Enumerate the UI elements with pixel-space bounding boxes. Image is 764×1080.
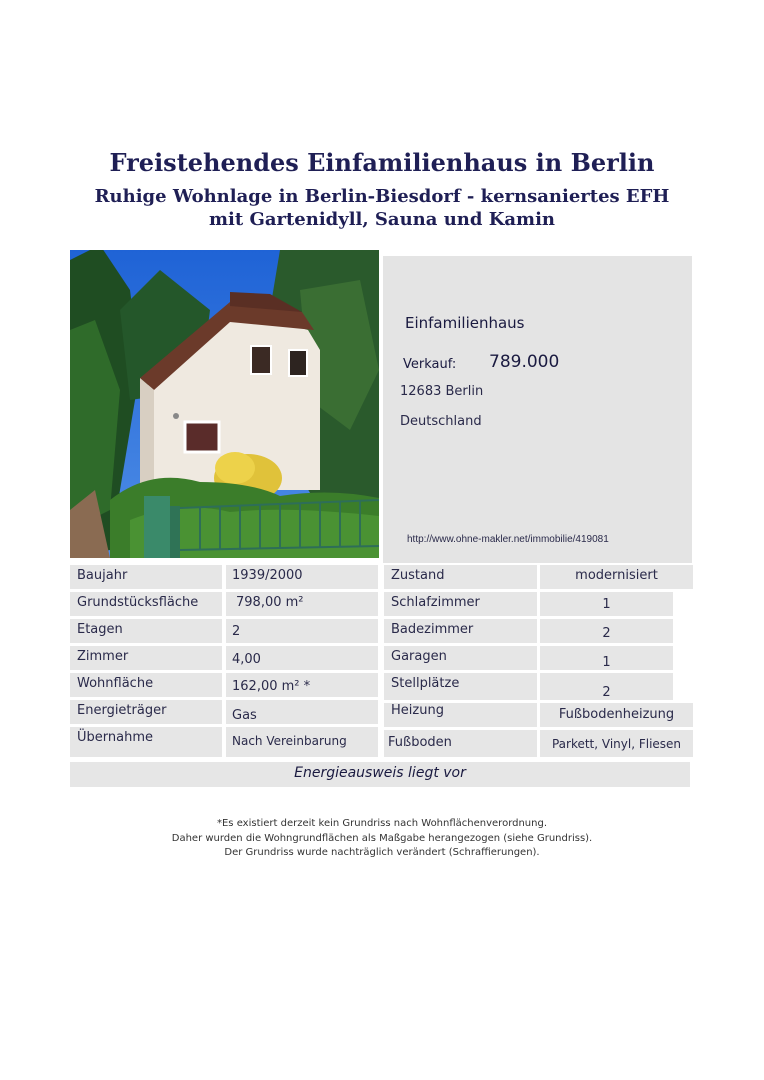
detail-label: Badezimmer: [384, 619, 537, 643]
property-type: Einfamilienhaus: [405, 314, 525, 332]
detail-value: 798,00 m²: [226, 592, 378, 616]
detail-value: 1939/2000: [226, 565, 378, 589]
price: 789.000: [489, 352, 560, 372]
page-subtitle: Ruhige Wohnlage in Berlin-Biesdorf - kernsaniertes EFH mit Gartenidyll, Sauna und Kamin: [94, 186, 670, 230]
house-photo: [70, 250, 379, 558]
detail-label: Heizung: [384, 703, 537, 727]
footnote-line: Daher wurden die Wohngrundflächen als Maßgabe herangezogen (siehe Grundriss).: [171, 833, 593, 844]
country: Deutschland: [400, 414, 482, 429]
detail-label: Übernahme: [70, 727, 222, 757]
detail-label: Energieträger: [70, 700, 222, 724]
house-illustration: [70, 250, 379, 558]
detail-label: Schlafzimmer: [384, 592, 537, 616]
energy-certificate-note: Energieausweis liegt vor: [70, 762, 690, 787]
detail-label: Stellplätze: [384, 673, 537, 700]
footnote-line: *Es existiert derzeit kein Grundriss nach Wohnflächenverordnung.: [216, 818, 548, 829]
detail-label: Etagen: [70, 619, 222, 643]
detail-value: Fußbodenheizung: [540, 703, 693, 727]
detail-value: 1: [540, 592, 673, 616]
detail-value: modernisiert: [540, 565, 693, 589]
city: 12683 Berlin: [400, 384, 484, 399]
detail-value: 1: [540, 646, 673, 670]
detail-label: Zustand: [384, 565, 537, 589]
detail-value: 2: [226, 619, 378, 643]
sale-label: Verkauf:: [403, 357, 457, 372]
detail-value: 2: [540, 673, 673, 700]
listing-link[interactable]: http://www.ohne-makler.net/immobilie/419081: [407, 534, 609, 545]
detail-value: 2: [540, 619, 673, 643]
detail-label: Zimmer: [70, 646, 222, 670]
detail-label: Fußboden: [384, 730, 537, 757]
page-title: Freistehendes Einfamilienhaus in Berlin: [109, 148, 655, 177]
detail-label: Garagen: [384, 646, 537, 670]
footnote-line: Der Grundriss wurde nachträglich verändert (Schraffierungen).: [224, 847, 540, 858]
summary-box: [383, 256, 692, 563]
detail-label: Grundstücksfläche: [70, 592, 222, 616]
detail-value: Parkett, Vinyl, Fliesen: [540, 730, 693, 757]
detail-value: 162,00 m² *: [226, 673, 378, 697]
detail-value: Nach Vereinbarung: [226, 727, 378, 757]
detail-label: Wohnfläche: [70, 673, 222, 697]
detail-value: Gas: [226, 700, 378, 724]
detail-value: 4,00: [226, 646, 378, 670]
detail-label: Baujahr: [70, 565, 222, 589]
